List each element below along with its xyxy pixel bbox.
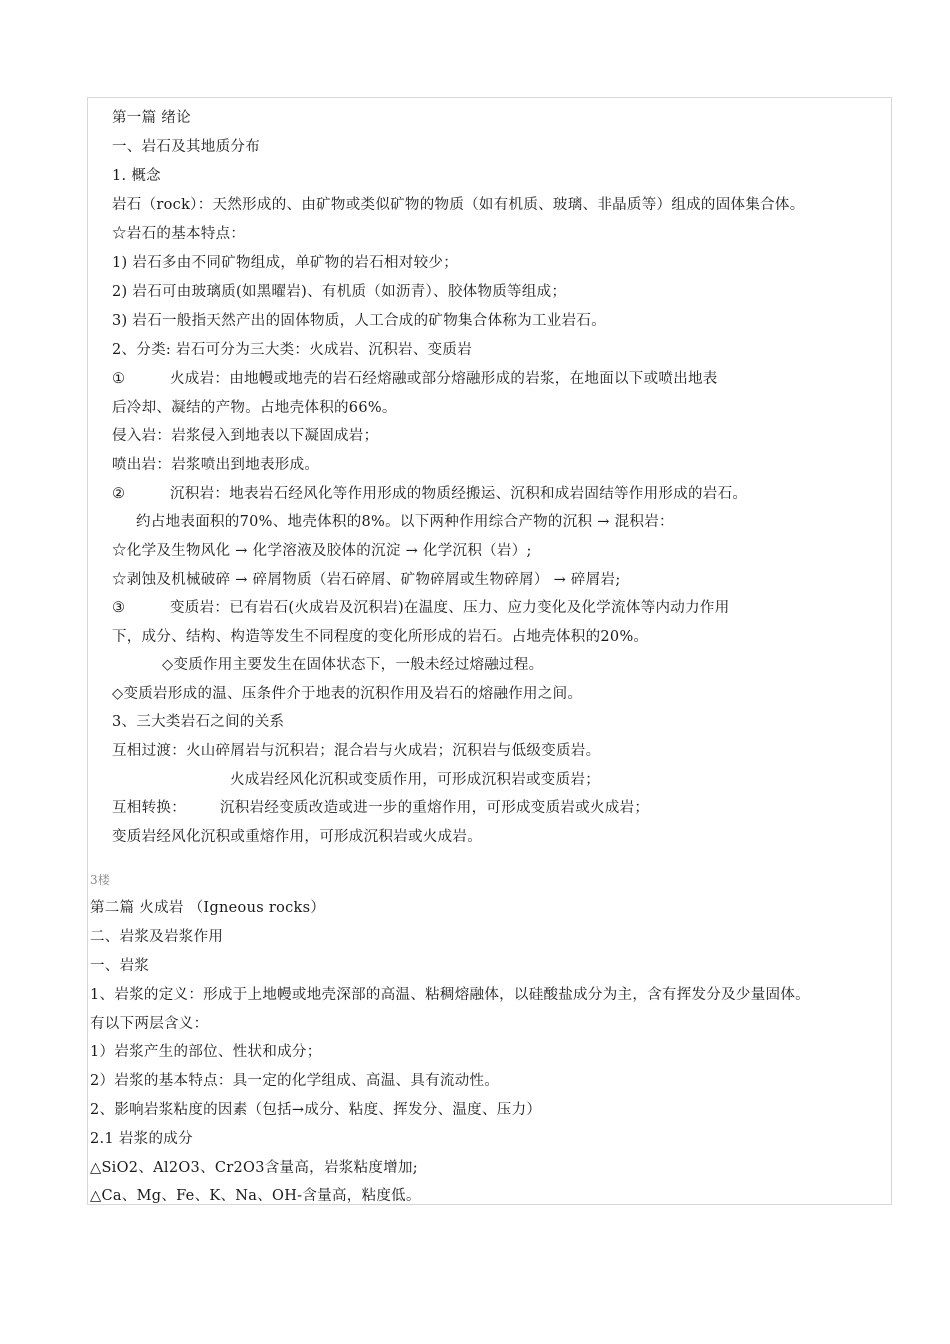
- rock-definition: 岩石（rock）：天然形成的、由矿物或类似矿物的物质（如有机质、玻璃、非晶质等）组成的固体集合体。: [112, 197, 805, 213]
- sedimentary-line-1: 沉积岩：地表岩石经风化等作用形成的物质经搬运、沉积和成岩固结等作用形成的岩石。: [170, 486, 748, 502]
- chemical-weathering: ☆化学及生物风化 → 化学溶液及胶体的沉淀 → 化学沉积（岩）;: [112, 543, 532, 559]
- floor-label: 3楼: [90, 873, 111, 887]
- metamorphic-note-2: ◇变质岩形成的温、压条件介于地表的沉积作用及岩石的熔融作用之间。: [112, 686, 583, 702]
- meaning-1: 1）岩浆产生的部位、性状和成分；: [90, 1044, 322, 1060]
- conversion-line-3: 变质岩经风化沉积或重熔作用，可形成沉积岩或火成岩。: [112, 829, 482, 845]
- mechanical-weathering: ☆剥蚀及机械破碎 → 碎屑物质（岩石碎屑、矿物碎屑或生物碎屑） → 碎屑岩;: [112, 572, 621, 588]
- sedimentary-number: ②: [112, 486, 126, 502]
- conversion-line-2: 沉积岩经变质改造或进一步的重熔作用，可形成变质岩或火成岩；: [220, 800, 650, 816]
- metamorphic-number: ③: [112, 600, 126, 616]
- metamorphic-line-2: 下，成分、结构、构造等发生不同程度的变化所形成的岩石。占地壳体积的20%。: [112, 629, 649, 645]
- features-heading: ☆岩石的基本特点：: [112, 226, 246, 242]
- conversion-label: 互相转换：: [112, 800, 186, 816]
- heading-concept: 1. 概念: [112, 168, 161, 184]
- meaning-2: 2）岩浆的基本特点：具一定的化学组成、高温、具有流动性。: [90, 1073, 500, 1089]
- metamorphic-line-1: 变质岩：已有岩石(火成岩及沉积岩)在温度、压力、应力变化及化学流体等内动力作用: [170, 600, 730, 616]
- extrusive-rock: 喷出岩：岩浆喷出到地表形成。: [112, 457, 320, 473]
- feature-3: 3) 岩石一般指天然产出的固体物质，人工合成的矿物集合体称为工业岩石。: [112, 313, 606, 329]
- two-meanings: 有以下两层含义：: [90, 1016, 209, 1032]
- sedimentary-line-2: 约占地表面积的70%、地壳体积的8%。以下两种作用综合产物的沉积 → 混积岩：: [136, 514, 674, 530]
- composition-heading: 2.1 岩浆的成分: [90, 1131, 193, 1147]
- heading-magma: 一、岩浆: [90, 958, 150, 974]
- heading-rocks-distribution: 一、岩石及其地质分布: [112, 139, 260, 155]
- intrusive-rock: 侵入岩：岩浆侵入到地表以下凝固成岩；: [112, 428, 379, 444]
- heading-magma-processes: 二、岩浆及岩浆作用: [90, 929, 224, 945]
- feature-2: 2) 岩石可由玻璃质(如黑曜岩)、有机质（如沥青）、胶体物质等组成；: [112, 284, 567, 300]
- metamorphic-note-1: ◇变质作用主要发生在固体状态下，一般未经过熔融过程。: [162, 657, 544, 673]
- conversion-line-1: 火成岩经风化沉积或变质作用，可形成沉积岩或变质岩；: [230, 772, 600, 788]
- transition-line: 互相过渡：火山碎屑岩与沉积岩；混合岩与火成岩；沉积岩与低级变质岩。: [112, 743, 601, 759]
- viscosity-factors: 2、影响岩浆粘度的因素（包括→成分、粘度、挥发分、温度、压力）: [90, 1102, 542, 1118]
- section1-title: 第一篇 绪论: [112, 110, 191, 126]
- relations-heading: 3、三大类岩石之间的关系: [112, 714, 285, 730]
- high-viscosity: △SiO2、Al2O3、Cr2O3含量高，岩浆粘度增加;: [90, 1160, 418, 1176]
- section2-title: 第二篇 火成岩 （Igneous rocks）: [90, 900, 326, 916]
- igneous-number: ①: [112, 371, 126, 387]
- igneous-line-1: 火成岩：由地幔或地壳的岩石经熔融或部分熔融形成的岩浆，在地面以下或喷出地表: [170, 371, 718, 387]
- low-viscosity: △Ca、Mg、Fe、K、Na、OH-含量高，粘度低。: [90, 1188, 421, 1204]
- feature-1: 1) 岩石多由不同矿物组成，单矿物的岩石相对较少；: [112, 255, 458, 271]
- magma-definition: 1、岩浆的定义：形成于上地幔或地壳深部的高温、粘稠熔融体，以硅酸盐成分为主，含有挥发分及少量固体。: [90, 987, 810, 1003]
- igneous-line-2: 后冷却、凝结的产物。占地壳体积的66%。: [112, 400, 397, 416]
- classification: 2、分类: 岩石可分为三大类：火成岩、沉积岩、变质岩: [112, 342, 473, 358]
